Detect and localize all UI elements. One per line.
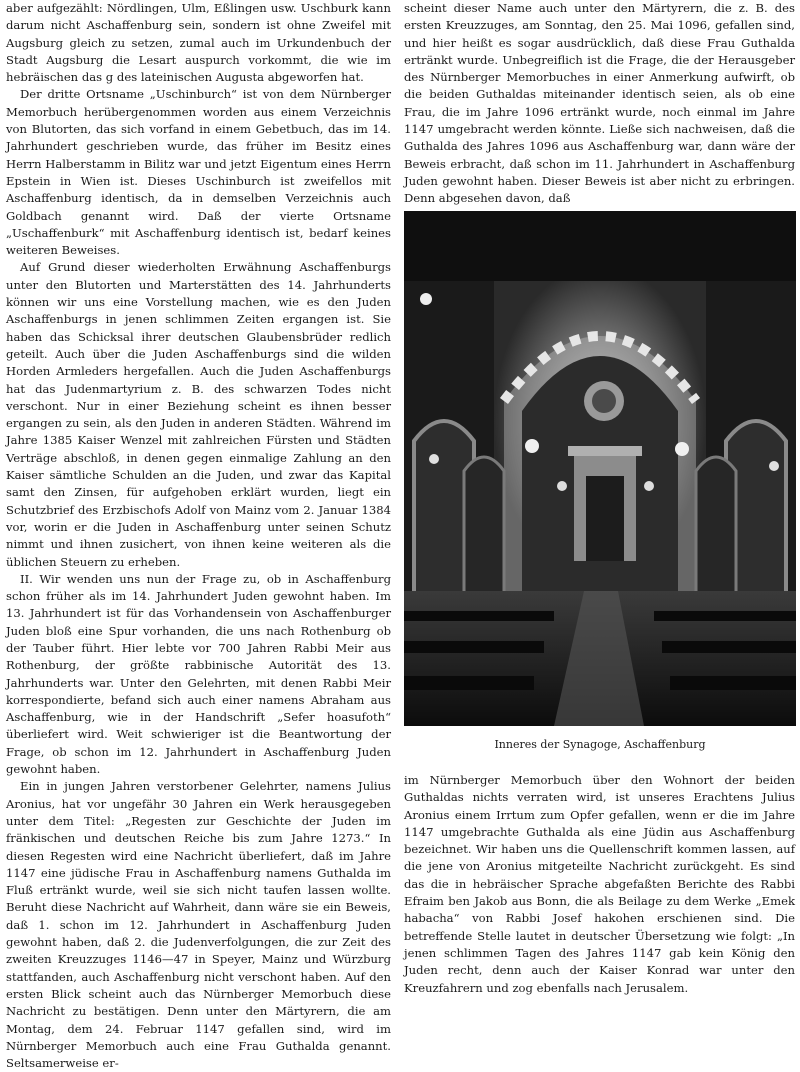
right-column-top — [404, 0, 795, 208]
paragraph: II. Wir wenden uns nun der Frage zu, ob in Aschaffenburg schon früher als im 14. Jahrhundert Juden gewohnt haben. Im 13. Jahrhundert ist für das Vorhandensein von Aschaffenburger Juden bloß eine Spur vorhanden, die uns nach Rothenburg ob der Tauber führt. Hier lebte vor 700 Jahren Rabbi Meir aus Rothenburg, der größte rabbinische Autorität des 13. Jahrhunderts war. Unter den Gelehrten, mit denen Rabbi Meir korrespondierte, befand sich auch einer namens Abraham aus Aschaffenburg, wie in der Handschrift „Sefer hoasufoth“ überliefert wird. Weit schwieriger ist die Beantwortung der Frage, ob schon im 12. Jahrhundert in Aschaffenburg Juden gewohnt haben. — [6, 571, 391, 777]
paragraph: Auf Grund dieser wiederholten Erwähnung Aschaffenburgs unter den Blutorten und Marterstätten des 14. Jahrhunderts können wir uns eine Vorstellung machen, wie es den Juden Aschaffenburgs in jenen schlimmen Zeiten ergangen ist. Sie haben das Schicksal ihrer deutschen Glaubensbrüder redlich geteilt. Auch über die Juden Aschaffenburgs sind die wilden Horden Armleders hergefallen. Auch die Juden Aschaffenburgs hat das Judenmartyrium z. B. des schwarzen Todes nicht verschont. Nur in einer Beziehung scheint es ihnen besser ergangen zu sein, als den Juden in anderen Städten. Während im Jahre 1385 Kaiser Wenzel mit zahlreichen Fürsten und Städten Verträge abschloß, in denen gegen einmalige Zahlung an den Kaiser sämtliche Schulden an die Juden, und zwar das Kapital samt den Zinsen, für aufgehoben erklärt wurden, liegt ein Schutzbrief des Erzbischofs Adolf von Mainz vom 2. Januar 1384 vor, worin er die Juden in Aschaffenburg unter seinen Schutz nimmt und ihnen zusichert, von ihnen keine weiteren als die üblichen Steuern zu erheben. — [6, 260, 391, 569]
paragraph: im Nürnberger Memorbuch über den Wohnort der beiden Guthaldas nichts verraten wird, ist unseres Erachtens Julius Aronius einem Irrtum zum Opfer gefallen, wenn er die im Jahre 1147 umgebrachte Guthalda als eine Jüdin aus Aschaffenburg bezeichnet. Wir haben uns die Quellenschrift kommen lassen, auf die jene von Aronius mitgeteilte Nachricht zurückgeht. Es sind das die in hebräischer Sprache abgefaßten Berichte des Rabbi Efraim ben Jakob aus Bonn, die als Beilage zu dem Werke „Emek habacha“ von Rabbi Josef hakohen erschienen sind. Die betreffende Stelle lautet in deutscher Übersetzung wie folgt: „In jenen schlimmen Tagen des Jahres 1147 gab kein König den Juden recht, denn auch der Kaiser Konrad war unter den Kreuzfahrern und zog ebenfalls nach Jerusalem. — [404, 773, 795, 995]
right-column-bottom — [404, 772, 795, 997]
paragraph: scheint dieser Name auch unter den Märtyrern, die z. B. des ersten Kreuzzuges, am Sonntag, den 25. Mai 1096, gefallen sind, und hier heißt es sogar ausdrücklich, daß diese Frau Guthalda ertränkt wurde. Unbegreiflich ist die Frage, die der Herausgeber des Nürnberger Memorbuches in einer Anmerkung aufwirft, ob die beiden Guthaldas miteinander identisch seien, als ob eine Frau, die im Jahre 1096 ertränkt wurde, noch einmal im Jahre 1147 umgebracht werden könnte. Ließe sich nachweisen, daß die Guthalda des Jahres 1096 aus Aschaffenburg war, dann wäre der Beweis erbracht, daß schon im 11. Jahrhundert in Aschaffenburg Juden gewohnt haben. Dieser Beweis ist aber nicht zu erbringen. Denn abgesehen davon, daß — [404, 1, 795, 206]
paragraph: Der dritte Ortsname „Uschinburch“ ist von dem Nürnberger Memorbuch herübergenommen worden aus einem Verzeichnis von Blutorten, das sich vorfand in einem Gebetbuch, das im 14. Jahrhundert geschrieben wurde, das früher im Besitz eines Herrn Halberstamm in Bilitz war und jetzt Eigentum eines Herrn Epstein in Wien ist. Dieses Uschinburch ist zweifellos mit Aschaffenburg identisch, da in demselben Verzeichnis auch Goldbach genannt wird. Daß der vierte Ortsname „Uschaffenburk“ mit Aschaffenburg identisch ist, bedarf keines weiteren Beweises. — [6, 87, 391, 258]
synagogue-interior-photo — [404, 211, 796, 726]
photo-caption: Inneres der Synagoge, Aschaffenburg — [494, 738, 706, 751]
left-column — [6, 0, 391, 1072]
paragraph: aber aufgezählt: Nördlingen, Ulm, Eßlingen usw. Uschburk kann darum nicht Aschaffenburg sein, sondern ist ohne Zweifel mit Augsburg gleich zu setzen, zumal auch im Urkundenbuch der Stadt Augsburg die Lesart auspurch vorkommt, die wie im hebräischen das g des lateinischen Augusta abgeworfen hat. — [6, 1, 391, 85]
paragraph: Ein in jungen Jahren verstorbener Gelehrter, namens Julius Aronius, hat vor ungefähr 30 Jahren ein Werk herausgegeben unter dem Titel: „Regesten zur Geschichte der Juden im fränkischen und deutschen Reiche bis zum Jahre 1273.“ In diesen Regesten wird eine Nachricht überliefert, daß im Jahre 1147 eine jüdische Frau in Aschaffenburg namens Guthalda im Fluß ertränkt wurde, weil sie sich nicht taufen lassen wollte. Beruht diese Nachricht auf Wahrheit, dann wäre sie ein Beweis, daß 1. schon im 12. Jahrhundert in Aschaffenburg Juden gewohnt haben, daß 2. die Judenverfolgungen, die zur Zeit des zweiten Kreuzzuges 1146—47 in Speyer, Mainz und Würzburg stattfanden, auch Aschaffenburg nicht verschont haben. Auf den ersten Blick scheint auch das Nürnberger Memorbuch diese Nachricht zu bestätigen. Denn unter den Märtyrern, die am Montag, dem 24. Februar 1147 gefallen sind, wird im Nürnberger Memorbuch auch eine Frau Guthalda genannt. Seltsamerweise er- — [6, 779, 391, 1071]
